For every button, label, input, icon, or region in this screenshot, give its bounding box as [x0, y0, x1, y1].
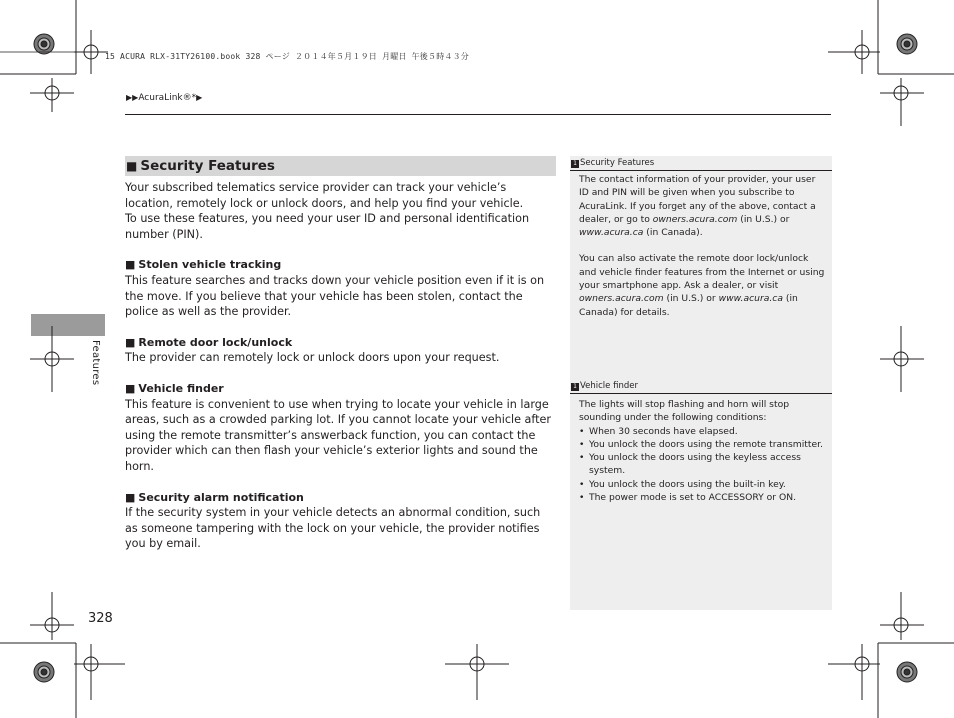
page-number: 328: [88, 611, 113, 626]
crosshair-icon: [30, 326, 74, 392]
subheading-marker: ■: [125, 490, 136, 504]
crosshair-icon: [880, 326, 924, 392]
crosshair-icon: [74, 644, 125, 700]
note-reference-icon: 1: [571, 160, 579, 168]
list-item: • You unlock the doors using the remote transmitter.: [579, 438, 825, 451]
note-text: (in Canada).: [643, 227, 703, 239]
note-reference-icon: 1: [571, 383, 579, 391]
subheading-label: Security alarm notification: [138, 490, 304, 504]
note-text: (in U.S.) or: [663, 293, 719, 305]
registration-target-icon: [897, 662, 917, 682]
registration-target-icon: [34, 34, 54, 54]
print-header: 15 ACURA RLX-31TY26100.book 328 ページ ２０１４年５月１９日 月曜日 午後５時４３分: [105, 52, 470, 61]
note-text: (in Canada) for details.: [579, 293, 798, 318]
note-text: You can also activate the remote door lock/unlock and vehicle finder features from the Internet or using your smartphone app. Ask a dealer, or visit: [579, 253, 825, 292]
registration-target-icon: [897, 34, 917, 54]
note-title: Vehicle finder: [580, 381, 638, 391]
registration-target-icon: [34, 662, 54, 682]
crosshair-icon: [30, 78, 74, 112]
list-item: • The power mode is set to ACCESSORY or ON.: [579, 491, 825, 504]
vehicle-finder-text: This feature is convenient to use when trying to locate your vehicle in large areas, such as a crowded parking lot. If you cannot locate your vehicle after using the remote transmitter’s answerback function, you can contact the provider which can then flash your vehicle’s exterior lights and sound the horn.: [125, 397, 551, 473]
subheading-label: Remote door lock/unlock: [138, 335, 293, 349]
intro-paragraph-2: To use these features, you need your user ID and personal identification number (PIN).: [125, 212, 530, 241]
security-alarm-notification-text: If the security system in your vehicle detects an abnormal condition, such as someone tampering with the lock on your vehicle, the provider notifies you by email.: [125, 506, 541, 551]
subheading-marker: ■: [125, 335, 136, 349]
note-vehicle-finder-intro: The lights will stop flashing and horn will stop sounding under the following conditions:: [579, 399, 790, 424]
link-owners-acura-com[interactable]: owners.acura.com: [652, 213, 738, 225]
breadcrumb-label[interactable]: AcuraLink®*: [138, 93, 197, 103]
breadcrumb-end-arrow: ▶: [196, 93, 203, 102]
subheading-marker: ■: [125, 258, 136, 272]
crosshair-icon: [828, 644, 880, 700]
section-marker: ■: [126, 159, 138, 173]
crosshair-icon: [30, 592, 74, 640]
list-item: • You unlock the doors using the built-in key.: [579, 478, 825, 491]
breadcrumb-arrows: ▶▶: [126, 93, 139, 102]
stolen-vehicle-tracking-text: This feature searches and tracks down your vehicle position even if it is on the move. If you believe that your vehicle has been stolen, contact the police as well as the provider.: [125, 273, 545, 319]
link-owners-acura-com[interactable]: owners.acura.com: [579, 293, 664, 305]
remote-door-lock-text: The provider can remotely lock or unlock doors upon your request.: [125, 351, 500, 365]
subheading-label: Vehicle finder: [138, 381, 224, 395]
intro-paragraph-1: Your subscribed telematics service provider can track your vehicle’s location, remotely lock or unlock doors, and help you find your vehicle.: [125, 181, 524, 210]
subheading-marker: ■: [125, 381, 136, 395]
link-www-acura-ca[interactable]: www.acura.ca: [718, 293, 783, 305]
section-title: Security Features: [140, 158, 275, 174]
crosshair-icon: [74, 30, 108, 74]
crosshair-icon: [880, 78, 924, 126]
crosshair-icon: [445, 644, 509, 700]
crosshair-icon: [880, 592, 924, 640]
list-item: • You unlock the doors using the keyless access system.: [579, 451, 825, 478]
note-text: (in U.S.) or: [737, 213, 790, 225]
note-text: The contact information of your provider, your user ID and PIN will be given when you subscribe to AcuraLink. If you forget any of the above, contact a dealer, or go to: [579, 174, 816, 225]
subheading-label: Stolen vehicle tracking: [138, 258, 282, 272]
link-www-acura-ca[interactable]: www.acura.ca: [579, 227, 644, 239]
note-title: Security Features: [580, 158, 655, 168]
side-tab-label: Features: [90, 340, 101, 386]
list-item: • When 30 seconds have elapsed.: [579, 425, 825, 438]
crosshair-icon: [828, 30, 880, 74]
